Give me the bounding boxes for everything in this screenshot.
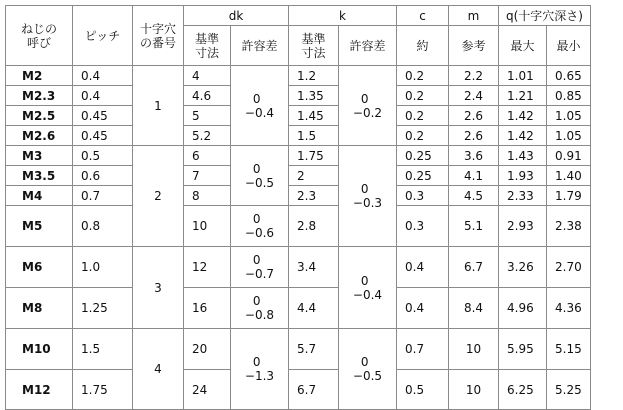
k-cell: 5.7 [289, 329, 339, 370]
table-row [6, 166, 591, 186]
c-cell: 0.4 [397, 288, 449, 329]
tolerance-upper: 0 [360, 355, 369, 369]
tolerance-upper: 0 [360, 91, 369, 106]
k-cell: 2 [289, 166, 339, 186]
k-tolerance-cell [339, 247, 397, 329]
pitch-cell: 1.25 [73, 288, 133, 329]
header-c: c [397, 6, 449, 26]
tolerance-upper: 0 [252, 253, 261, 267]
header-dk-base: 基準 寸法 [184, 26, 231, 66]
pitch-cell: 0.5 [73, 146, 133, 166]
q-min-cell: 1.05 [547, 126, 591, 146]
tolerance-lower: −0.7 [244, 267, 275, 281]
m-cell: 2.6 [449, 126, 499, 146]
q-min-cell: 5.15 [547, 329, 591, 370]
tolerance-upper: 0 [360, 273, 369, 288]
table-row [6, 206, 591, 247]
size-cell: M3.5 [6, 166, 73, 186]
tolerance-lower: −0.5 [244, 175, 275, 190]
q-min-cell: 0.91 [547, 146, 591, 166]
m-cell: 2.4 [449, 86, 499, 106]
header-dk-tolerance: 許容差 [231, 26, 289, 66]
dk-cell: 24 [184, 370, 231, 410]
c-cell: 0.7 [397, 329, 449, 370]
header-q-min: 最小 [547, 26, 591, 66]
table-row [6, 186, 591, 206]
c-cell: 0.2 [397, 126, 449, 146]
tolerance-lower: −0.6 [244, 226, 275, 240]
m-cell: 10 [449, 370, 499, 410]
dk-cell: 4 [184, 66, 231, 86]
k-cell: 2.8 [289, 206, 339, 247]
table-row [6, 86, 591, 106]
m-cell: 6.7 [449, 247, 499, 288]
c-cell: 0.3 [397, 186, 449, 206]
size-cell: M6 [6, 247, 73, 288]
c-cell: 0.25 [397, 146, 449, 166]
tolerance-lower: −0.4 [244, 105, 275, 120]
tolerance-lower: −0.2 [352, 105, 383, 120]
q-min-cell: 1.40 [547, 166, 591, 186]
q-max-cell: 1.21 [499, 86, 547, 106]
dk-tolerance-cell [231, 329, 289, 410]
dk-cell: 5.2 [184, 126, 231, 146]
q-min-cell: 2.70 [547, 247, 591, 288]
k-tolerance-cell [339, 329, 397, 410]
q-max-cell: 3.26 [499, 247, 547, 288]
dk-cell: 5 [184, 106, 231, 126]
cross-group-cell: 2 [133, 146, 184, 247]
q-min-cell: 1.05 [547, 106, 591, 126]
k-tolerance-cell [339, 66, 397, 146]
q-max-cell: 1.93 [499, 166, 547, 186]
q-max-cell: 6.25 [499, 370, 547, 410]
table-row [6, 329, 591, 370]
header-name: ねじの 呼び [6, 6, 73, 66]
header-k: k [289, 6, 397, 26]
m-cell: 4.5 [449, 186, 499, 206]
header-k-base: 基準 寸法 [289, 26, 339, 66]
table-row [6, 126, 591, 146]
tolerance-upper: 0 [360, 182, 369, 196]
header-m-sub: 参考 [449, 26, 499, 66]
size-cell: M8 [6, 288, 73, 329]
table-row [6, 288, 591, 329]
pitch-cell: 0.45 [73, 106, 133, 126]
table-row [6, 370, 591, 410]
table-row [6, 247, 591, 288]
pitch-cell: 0.8 [73, 206, 133, 247]
dk-cell: 16 [184, 288, 231, 329]
tolerance-lower: −0.4 [352, 287, 383, 302]
size-cell: M4 [6, 186, 73, 206]
size-cell: M5 [6, 206, 73, 247]
k-cell: 4.4 [289, 288, 339, 329]
size-cell: M2.3 [6, 86, 73, 106]
tolerance-upper: 0 [252, 91, 261, 106]
pitch-cell: 1.75 [73, 370, 133, 410]
tolerance-upper: 0 [252, 355, 261, 369]
q-min-cell: 0.65 [547, 66, 591, 86]
m-cell: 4.1 [449, 166, 499, 186]
dk-tolerance-cell [231, 66, 289, 146]
size-cell: M3 [6, 146, 73, 166]
q-max-cell: 2.33 [499, 186, 547, 206]
dk-cell: 6 [184, 146, 231, 166]
size-cell: M10 [6, 329, 73, 370]
q-max-cell: 4.96 [499, 288, 547, 329]
header-m: m [449, 6, 499, 26]
tolerance-lower: −0.8 [244, 308, 275, 322]
m-cell: 5.1 [449, 206, 499, 247]
spec-table-wrapper [5, 5, 591, 410]
tolerance-upper: 0 [252, 294, 261, 308]
m-cell: 3.6 [449, 146, 499, 166]
dk-tolerance-cell [231, 146, 289, 206]
table-row [6, 106, 591, 126]
pitch-cell: 0.4 [73, 66, 133, 86]
k-cell: 1.5 [289, 126, 339, 146]
tolerance-lower: −0.3 [352, 196, 383, 210]
size-cell: M2 [6, 66, 73, 86]
dk-tolerance-cell [231, 288, 289, 329]
q-min-cell: 4.36 [547, 288, 591, 329]
screw-dimension-table [5, 5, 591, 410]
table-row [6, 146, 591, 166]
c-cell: 0.3 [397, 206, 449, 247]
header-k-tolerance: 許容差 [339, 26, 397, 66]
k-cell: 6.7 [289, 370, 339, 410]
dk-cell: 10 [184, 206, 231, 247]
dk-cell: 20 [184, 329, 231, 370]
q-max-cell: 1.42 [499, 126, 547, 146]
q-min-cell: 5.25 [547, 370, 591, 410]
q-min-cell: 2.38 [547, 206, 591, 247]
pitch-cell: 0.6 [73, 166, 133, 186]
table-row [6, 66, 591, 86]
dk-cell: 12 [184, 247, 231, 288]
c-cell: 0.4 [397, 247, 449, 288]
m-cell: 2.2 [449, 66, 499, 86]
m-cell: 2.6 [449, 106, 499, 126]
dk-tolerance-cell [231, 247, 289, 288]
dk-cell: 7 [184, 166, 231, 186]
k-cell: 2.3 [289, 186, 339, 206]
pitch-cell: 0.45 [73, 126, 133, 146]
k-cell: 1.35 [289, 86, 339, 106]
cross-group-cell: 4 [133, 329, 184, 410]
tolerance-upper: 0 [252, 161, 261, 176]
q-max-cell: 5.95 [499, 329, 547, 370]
header-q: q(十字穴深さ) [499, 6, 591, 26]
header-dk: dk [184, 6, 289, 26]
q-max-cell: 1.42 [499, 106, 547, 126]
header-q-max: 最大 [499, 26, 547, 66]
q-min-cell: 0.85 [547, 86, 591, 106]
dk-cell: 8 [184, 186, 231, 206]
c-cell: 0.2 [397, 106, 449, 126]
q-min-cell: 1.79 [547, 186, 591, 206]
k-tolerance-cell [339, 146, 397, 247]
tolerance-lower: −0.5 [352, 369, 383, 383]
k-cell: 1.2 [289, 66, 339, 86]
k-cell: 1.45 [289, 106, 339, 126]
m-cell: 8.4 [449, 288, 499, 329]
dk-tolerance-cell [231, 206, 289, 247]
q-max-cell: 2.93 [499, 206, 547, 247]
size-cell: M12 [6, 370, 73, 410]
header-c-sub: 約 [397, 26, 449, 66]
m-cell: 10 [449, 329, 499, 370]
q-max-cell: 1.43 [499, 146, 547, 166]
cross-group-cell: 3 [133, 247, 184, 329]
pitch-cell: 1.5 [73, 329, 133, 370]
header-cross-recess: 十字穴 の番号 [133, 6, 184, 66]
cross-group-cell: 1 [133, 66, 184, 146]
size-cell: M2.6 [6, 126, 73, 146]
c-cell: 0.2 [397, 86, 449, 106]
dk-cell: 4.6 [184, 86, 231, 106]
c-cell: 0.25 [397, 166, 449, 186]
size-cell: M2.5 [6, 106, 73, 126]
pitch-cell: 0.4 [73, 86, 133, 106]
k-cell: 3.4 [289, 247, 339, 288]
pitch-cell: 1.0 [73, 247, 133, 288]
pitch-cell: 0.7 [73, 186, 133, 206]
c-cell: 0.2 [397, 66, 449, 86]
q-max-cell: 1.01 [499, 66, 547, 86]
header-pitch: ピッチ [73, 6, 133, 66]
tolerance-upper: 0 [252, 212, 261, 226]
c-cell: 0.5 [397, 370, 449, 410]
k-cell: 1.75 [289, 146, 339, 166]
tolerance-lower: −1.3 [244, 369, 275, 383]
